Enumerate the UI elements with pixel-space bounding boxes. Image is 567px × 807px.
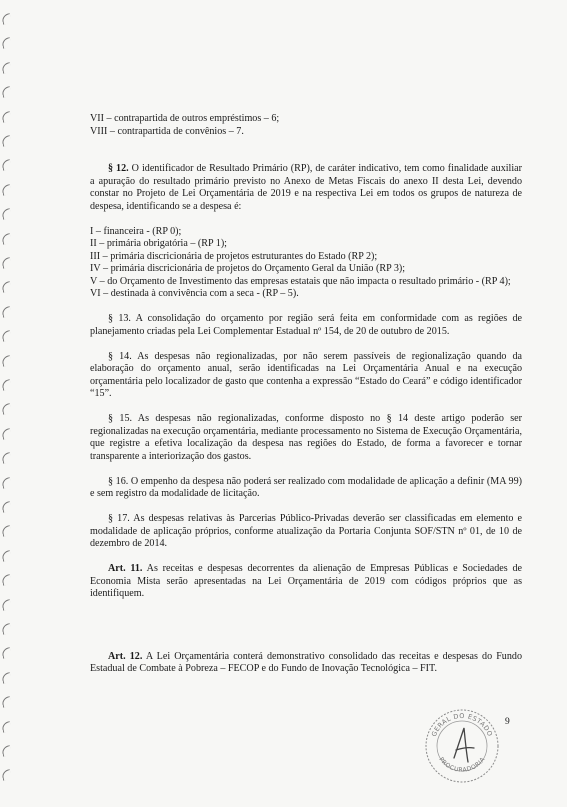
margin-mark (1, 745, 12, 757)
margin-mark (1, 428, 12, 440)
margin-mark (1, 111, 12, 123)
item-text: – do Orçamento de Investimento das empresas estatais que não impacta o resultado primário - (RP 4); (97, 275, 511, 287)
section-mark: § 14. (108, 350, 132, 362)
margin-mark (1, 672, 12, 684)
margin-mark (1, 769, 12, 781)
item-text: – primária discricionária de projetos estruturantes do Estado (RP 2); (100, 250, 378, 262)
paragraph-s13 (90, 313, 522, 338)
item-number: VI (90, 288, 101, 299)
list-item (90, 226, 522, 239)
margin-mark (1, 281, 12, 293)
list-item (90, 113, 522, 126)
margin-mark (1, 13, 12, 25)
item-number: III (90, 250, 101, 262)
binding-margin-marks (2, 14, 16, 794)
paragraph-s17 (90, 513, 522, 551)
margin-mark (1, 574, 12, 586)
article-12 (90, 651, 522, 676)
paragraph-text: O empenho da despesa não poderá ser realizado com modalidade de aplicação a definir (MA 99) e sem registro da modalidade de licitação. (90, 475, 523, 499)
margin-mark (1, 257, 12, 269)
margin-mark (1, 86, 12, 98)
paragraph-text: A consolidação do orçamento por região será feita em conformidade com as regiões de planejamento criadas pela Lei Complementar Estadual nº 154, de 20 de outubro de 2015. (90, 313, 522, 337)
item-text: – contrapartida de convênios – 7. (107, 125, 244, 137)
article-mark: Art. 11. (108, 563, 143, 574)
margin-mark (1, 37, 12, 49)
margin-mark (1, 355, 12, 367)
margin-mark (1, 330, 12, 342)
margin-mark (1, 306, 12, 318)
list-item (90, 276, 522, 289)
margin-mark (1, 721, 12, 733)
article-mark: Art. 12. (108, 650, 143, 662)
paragraph-s15 (90, 413, 522, 463)
margin-mark (1, 501, 12, 513)
margin-mark (1, 452, 12, 464)
margin-mark (1, 525, 12, 537)
section-mark: § 12. (108, 163, 129, 174)
list-item (90, 126, 522, 139)
list-item (90, 263, 522, 276)
margin-mark (1, 696, 12, 708)
article-11 (90, 563, 522, 601)
margin-mark (1, 62, 12, 74)
item-text: – primária discricionária de projetos do Orçamento Geral da União (RP 3); (100, 263, 406, 274)
paragraph-s14 (90, 351, 522, 401)
margin-mark (1, 477, 12, 489)
item-number: II (90, 238, 97, 249)
list-item (90, 288, 522, 301)
paragraph-text: As receitas e despesas decorrentes da alienação de Empresas Públicas e Sociedades de Economia Mista serão apresentadas na Lei Orçamentária de 2019 com códigos próprios que as identifiquem. (90, 563, 522, 599)
margin-mark (1, 184, 12, 196)
item-number: VIII (90, 125, 108, 137)
margin-mark (1, 135, 12, 147)
section-mark: § 16. (108, 475, 129, 487)
margin-mark (1, 159, 12, 171)
item-number: I (90, 225, 94, 237)
margin-mark (1, 550, 12, 562)
paragraph-text: O identificador de Resultado Primário (RP), de caráter indicativo, tem como finalidade auxiliar a apuração do resultado primário previsto no Anexo de Metas Fiscais do anexo II desta Lei, devendo constar no Projeto de Lei Orçamentária de 2019 e na respectiva Lei em todos os grupos de natureza de despesa, identificando se a despesa é: (90, 163, 522, 212)
paragraph-text: As despesas não regionalizadas, conforme disposto no § 14 deste artigo poderão ser regionalizadas na execução orçamentária, mediante processamento no Sistema de Execução Orçamentária, que registre a efetiva localização da despesa nas regiões do Estado, de forma a favorecer e tornar transparente a interiorização dos gastos. (90, 413, 523, 462)
item-text: – financeira - (RP 0); (93, 225, 182, 237)
item-number: IV (90, 263, 101, 274)
item-text: – destinada à convivência com a seca - (RP – 5). (100, 288, 299, 299)
margin-mark (1, 599, 12, 611)
margin-mark (1, 647, 12, 659)
list-item (90, 251, 522, 264)
paragraph-s16 (90, 476, 522, 501)
list-item (90, 238, 522, 251)
section-mark: § 17. (108, 513, 130, 524)
item-number: VII (90, 113, 105, 124)
item-text: – primária obrigatória – (RP 1); (96, 238, 227, 249)
svg-text:GERAL DO ESTADO: GERAL DO ESTADO (429, 711, 495, 738)
margin-mark (1, 233, 12, 245)
margin-mark (1, 403, 12, 415)
procuradoria-seal (424, 708, 500, 784)
paragraph-text: As despesas não regionalizadas, por não serem passíveis de regionalização quando da elaboração do orçamento anual, serão identificadas na Lei Orçamentária Anual e na execução orçamentária pelo localizador de gasto que contenha a expressão “Estado do Ceará” e código identificador “15”. (90, 350, 523, 399)
margin-mark (1, 208, 12, 220)
section-mark: § 15. (108, 413, 133, 424)
paragraph-s12 (90, 163, 522, 213)
paragraph-text: As despesas relativas às Parcerias Público-Privadas deverão ser classificadas em elemento e modalidade de aplicação próprios, conforme atualização da Portaria Conjunta SOF/STN nº 01, de 10 de dezembro de 2014. (90, 513, 522, 549)
svg-text:PROCURADORIA: PROCURADORIA (437, 756, 487, 774)
margin-mark (1, 379, 12, 391)
section-mark: § 13. (108, 313, 131, 324)
page-number: 9 (505, 717, 510, 727)
item-number: V (90, 275, 98, 287)
paragraph-text: A Lei Orçamentária conterá demonstrativo consolidado das receitas e despesas do Fundo Estadual de Combate à Pobreza – FECOP e do Fundo de Inovação Tecnológica – FIT. (90, 650, 522, 674)
margin-mark (1, 623, 12, 635)
item-text: – contrapartida de outros empréstimos – 6; (104, 113, 280, 124)
document-body (90, 113, 522, 676)
